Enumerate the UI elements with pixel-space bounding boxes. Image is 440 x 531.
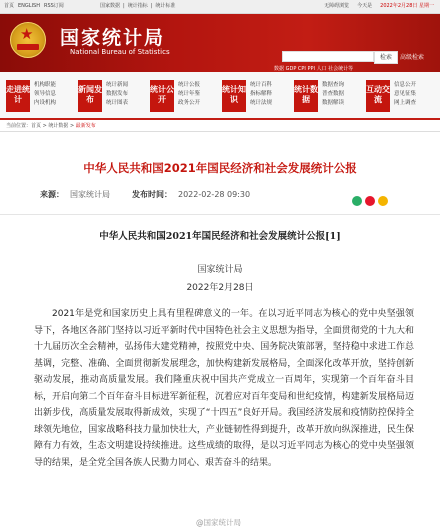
nav-link[interactable]: 领导信息 xyxy=(34,91,57,97)
top-left-links xyxy=(4,0,64,13)
nav-link[interactable]: 政务公开 xyxy=(178,100,201,106)
main-nav xyxy=(0,72,440,120)
nav-link[interactable]: 统计百科 xyxy=(250,82,273,88)
search-input[interactable] xyxy=(282,51,374,62)
nav-link[interactable]: 普查数据 xyxy=(322,91,345,97)
breadcrumb-current[interactable]: 最新发布 xyxy=(75,123,96,129)
nav-icon-about[interactable]: 走进统计 xyxy=(6,80,30,112)
nav-links-about xyxy=(34,81,56,108)
top-right-info xyxy=(324,0,434,13)
search-button[interactable]: 检索 xyxy=(374,51,398,64)
breadcrumb-divider xyxy=(0,131,440,132)
source-value: 国家统计局 xyxy=(70,190,110,199)
publish-time-label: 发布时间： xyxy=(132,190,172,199)
top-mid-links: 国家数据 | 统计指标 | 统计标准 xyxy=(100,0,175,13)
site-subtitle: National Bureau of Statistics xyxy=(70,48,170,56)
nav-link[interactable]: 数据解读 xyxy=(322,100,345,106)
header-quick-links[interactable]: 数据 GDP CPI PPI 人口 社会统计等 xyxy=(274,66,354,72)
rss-link[interactable]: RSS订阅 xyxy=(43,3,64,9)
data-link[interactable]: 国家数据 xyxy=(100,3,121,9)
weibo-share-icon[interactable] xyxy=(365,196,375,206)
accessibility-link[interactable]: 无障碍浏览 xyxy=(324,3,350,9)
article-paragraph: 2021年是党和国家历史上具有里程碑意义的一年。在以习近平同志为核心的党中央坚强领导下，各地区各部门坚持以习近平新时代中国特色社会主义思想为指导，全面贯彻党的十九大和十九届历次全会精神，弘扬伟大建党精神，按照党中央、国务院决策部署，坚持稳中求进工作总基调，完整、准确、全面贯彻新发展理念，加快构建新发展格局，全面深化改革开放，坚持创新驱动发展，推动高质量发展。我们隆重庆祝中国共产党成立一百周年，实现第一个百年奋斗目标，开启向第二个百年奋斗目标进军新征程，沉着应对百年变局和世纪疫情，构建新发展格局迈出新步伐，高质量发展取得新成效，实现了“十四五”良好开局。我国经济发展和疫情防控保持全球领先地位，国家战略科技力量加快壮大，产业链韧性得到提升，改革开放向纵深推进，民生保障有力有效，生态文明建设持续推进。这些成绩的取得，是以习近平同志为核心的党中央坚强领导的结果，是全党全国各族人民勠力同心、艰苦奋斗的结果。 xyxy=(34,309,414,468)
bulletin-date: 2022年2月28日 xyxy=(186,283,254,293)
wechat-share-icon[interactable] xyxy=(352,196,362,206)
article-body xyxy=(34,306,414,471)
nav-icon-knowledge[interactable]: 统计知识 xyxy=(222,80,246,112)
nav-link[interactable]: 意见征集 xyxy=(394,91,417,97)
breadcrumb-path[interactable]: 当前位置：首页 > 统计数据 > xyxy=(6,123,75,129)
nav-links-data xyxy=(322,81,344,108)
site-header xyxy=(0,14,440,72)
article-meta xyxy=(40,189,272,200)
nav-link[interactable]: 指标解释 xyxy=(250,91,273,97)
nav-link[interactable]: 机构职能 xyxy=(34,82,57,88)
article-title: 中华人民共和国2021年国民经济和社会发展统计公报 xyxy=(83,161,357,175)
bulletin-organization: 国家统计局 xyxy=(197,265,243,275)
nav-link[interactable]: 统计新闻 xyxy=(106,82,129,88)
nav-link[interactable]: 统计法规 xyxy=(250,100,273,106)
nav-link[interactable]: 统计图表 xyxy=(106,100,129,106)
indicator-link[interactable]: 统计指标 xyxy=(127,3,148,9)
publish-time-value: 2022-02-28 09:30 xyxy=(178,190,251,199)
watermark: @国家统计局 xyxy=(196,518,241,527)
nav-links-open xyxy=(178,81,200,108)
top-utility-bar xyxy=(0,0,440,14)
share-buttons xyxy=(352,196,388,206)
star-icon: ★ xyxy=(20,25,34,43)
nav-link[interactable]: 统计公报 xyxy=(178,82,201,88)
nav-icon-open[interactable]: 统计公开 xyxy=(150,80,174,112)
standard-link[interactable]: 统计标准 xyxy=(155,3,176,9)
nav-icon-news[interactable]: 新闻发布 xyxy=(78,80,102,112)
nav-link[interactable]: 信息公开 xyxy=(394,82,417,88)
nav-link[interactable]: 数据查询 xyxy=(322,82,345,88)
qzone-share-icon[interactable] xyxy=(378,196,388,206)
nav-link[interactable]: 统计年鉴 xyxy=(178,91,201,97)
breadcrumb xyxy=(6,122,96,129)
site-title[interactable]: 国家统计局 xyxy=(60,27,166,49)
nav-links-interact xyxy=(394,81,416,108)
nav-links-knowledge xyxy=(250,81,272,108)
meta-divider xyxy=(0,214,440,215)
today-label: 今天是 xyxy=(357,3,373,9)
nav-link[interactable]: 数据发布 xyxy=(106,91,129,97)
today-date: 2022年2月28日 星期一 xyxy=(380,3,434,9)
nav-link[interactable]: 内设机构 xyxy=(34,100,57,106)
emblem-base xyxy=(17,44,39,50)
nav-icon-interact[interactable]: 互动交流 xyxy=(366,80,390,112)
national-emblem-icon[interactable] xyxy=(10,22,46,58)
english-link[interactable]: ENGLISH xyxy=(18,3,40,9)
nav-links-news xyxy=(106,81,128,108)
nav-icon-data[interactable]: 统计数据 xyxy=(294,80,318,112)
advanced-search-link[interactable]: 高级检索 xyxy=(400,54,425,61)
home-link[interactable]: 首页 xyxy=(4,3,15,9)
bulletin-heading: 中华人民共和国2021年国民经济和社会发展统计公报[1] xyxy=(99,231,341,242)
source-label: 来源： xyxy=(40,190,64,199)
nav-link[interactable]: 网上调查 xyxy=(394,100,417,106)
